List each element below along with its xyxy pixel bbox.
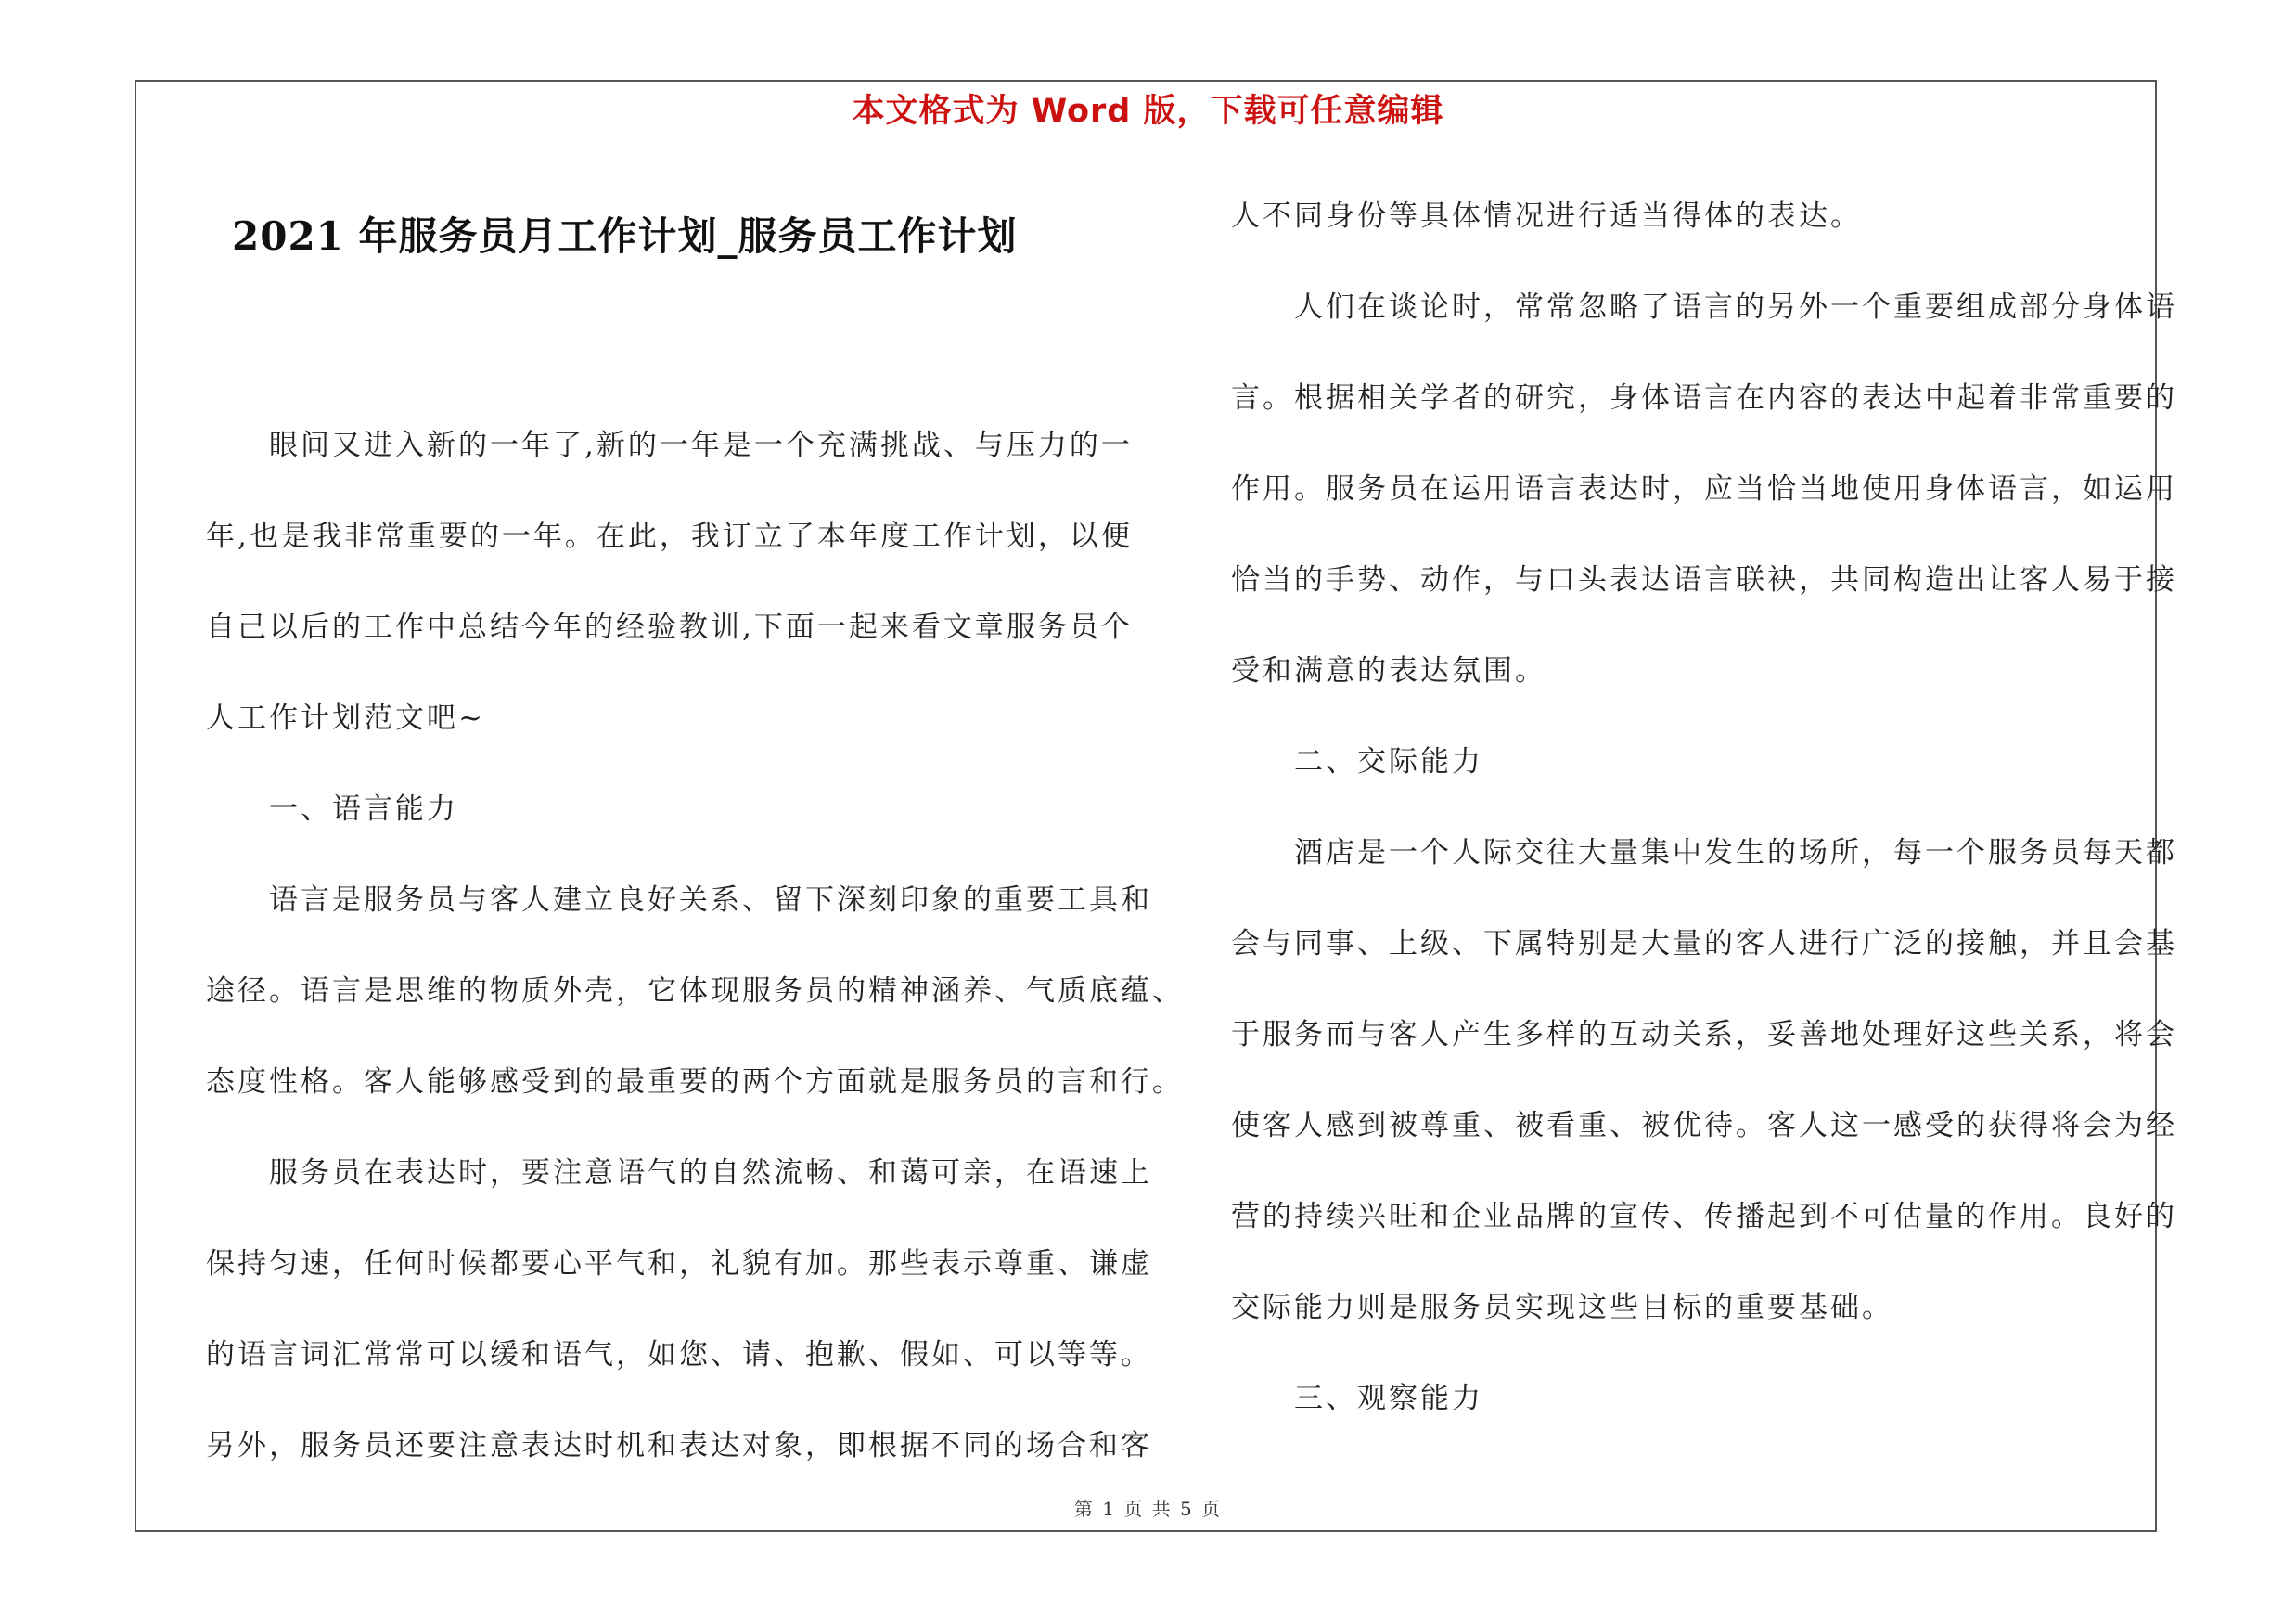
text-line: 言。根据相关学者的研究，身体语言在内容的表达中起着非常重要的 [1231, 381, 2177, 415]
page-number-footer: 第 1 页 共 5 页 [1073, 1498, 1223, 1520]
text-line: 服务员在表达时，要注意语气的自然流畅、和蔼可亲，在语速上 [206, 1156, 1152, 1190]
text-line: 自己以后的工作中总结今年的经验教训,下面一起来看文章服务员个 [206, 611, 1133, 644]
text-line: 恰当的手势、动作，与口头表达语言联袂，共同构造出让客人易于接 [1231, 563, 2177, 597]
format-notice-banner: 本文格式为 Word 版，下载可任意编辑 [852, 93, 1444, 130]
text-line: 人工作计划范文吧~ [206, 702, 485, 735]
text-line: 会与同事、上级、下属特别是大量的客人进行广泛的接触，并且会基 [1231, 927, 2177, 960]
text-line: 人们在谈论时，常常忽略了语言的另外一个重要组成部分身体语 [1231, 290, 2177, 324]
text-line: 人不同身份等具体情况进行适当得体的表达。 [1231, 200, 1862, 233]
right-column [1231, 0, 2177, 1485]
text-line: 受和满意的表达氛围。 [1231, 654, 1546, 688]
text-line: 交际能力则是服务员实现这些目标的重要基础。 [1231, 1291, 1893, 1324]
text-line: 作用。服务员在运用语言表达时，应当恰当地使用身体语言，如运用 [1231, 472, 2177, 506]
text-line: 营的持续兴旺和企业品牌的宣传、传播起到不可估量的作用。良好的 [1231, 1200, 2177, 1233]
document-title: 2021 年服务员月工作计划_服务员工作计划 [232, 213, 1018, 259]
text-line: 于服务而与客人产生多样的互动关系，妥善地处理好这些关系，将会 [1231, 1018, 2177, 1051]
text-line: 三、观察能力 [1231, 1382, 1483, 1415]
text-line: 年,也是我非常重要的一年。在此，我订立了本年度工作计划，以便 [206, 520, 1133, 553]
text-line: 酒店是一个人际交往大量集中发生的场所，每一个服务员每天都 [1231, 836, 2177, 869]
text-line: 途径。语言是思维的物质外壳，它体现服务员的精神涵养、气质底蕴、 [206, 974, 1184, 1008]
text-line: 眼间又进入新的一年了,新的一年是一个充满挑战、与压力的一 [206, 429, 1133, 462]
text-line: 使客人感到被尊重、被看重、被优待。客人这一感受的获得将会为经 [1231, 1109, 2177, 1142]
text-line: 保持匀速，任何时候都要心平气和，礼貌有加。那些表示尊重、谦虚 [206, 1247, 1152, 1281]
text-line: 态度性格。客人能够感受到的最重要的两个方面就是服务员的言和行。 [206, 1065, 1184, 1099]
text-line: 语言是服务员与客人建立良好关系、留下深刻印象的重要工具和 [206, 883, 1152, 917]
text-line: 另外，服务员还要注意表达时机和表达对象，即根据不同的场合和客 [206, 1429, 1152, 1462]
text-line: 二、交际能力 [1231, 745, 1483, 779]
text-line: 的语言词汇常常可以缓和语气，如您、请、抱歉、假如、可以等等。 [206, 1338, 1152, 1372]
text-line: 一、语言能力 [206, 792, 458, 826]
